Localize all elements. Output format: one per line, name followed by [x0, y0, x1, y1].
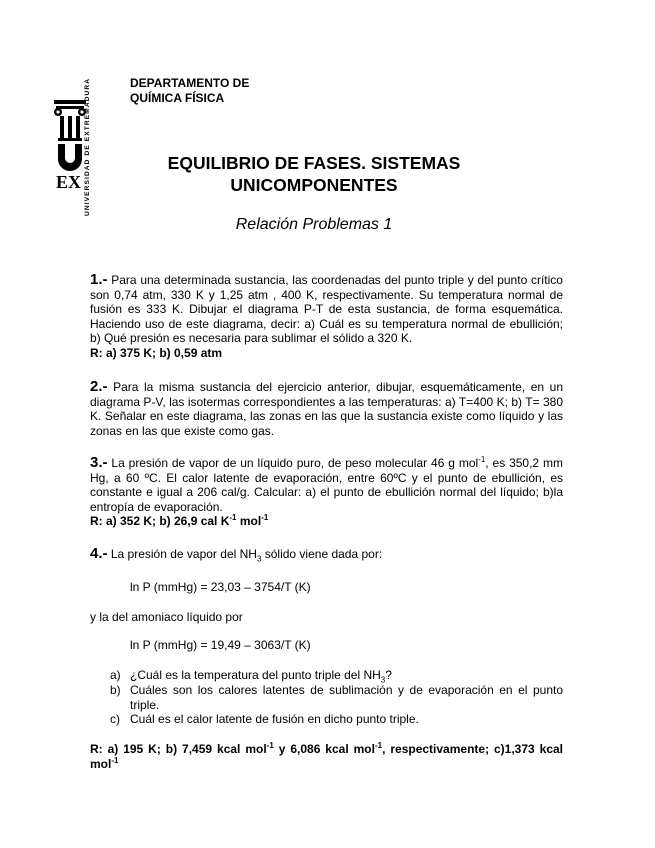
- department-heading: [130, 76, 249, 106]
- item-a-text-a: ¿Cuál es la temperatura del punto triple del NH: [130, 668, 381, 682]
- problem-4-answer-exp-3: -1: [111, 755, 119, 765]
- document-subtitle: Relación Problemas 1: [235, 216, 393, 233]
- item-c-text: Cuál es el calor latente de fusión en dicho punto triple.: [130, 712, 419, 726]
- problem-4-intro-a: La presión de vapor del NH: [110, 547, 257, 561]
- problem-3-answer-b: mol: [236, 514, 262, 529]
- title-line-2: UNICOMPONENTES: [230, 175, 398, 195]
- problem-4-intro: [90, 547, 563, 562]
- svg-text:EX: EX: [56, 172, 82, 192]
- problem-3-number: 3.-: [90, 454, 108, 471]
- problem-1: [90, 273, 563, 361]
- item-marker: b): [110, 683, 121, 697]
- title-line-1: EQUILIBRIO DE FASES. SISTEMAS: [167, 153, 461, 173]
- item-marker: a): [110, 668, 121, 682]
- problem-4-item-b: [110, 683, 563, 712]
- problem-4-number: 4.-: [90, 545, 108, 562]
- problem-4-answer-b: y 6,086 kcal mol: [273, 742, 375, 756]
- problem-1-number: 1.-: [90, 271, 108, 288]
- problem-2: [90, 380, 563, 438]
- item-marker: c): [110, 712, 120, 726]
- problem-3-answer-a: R: a) 352 K; b) 26,9 cal K: [90, 514, 230, 529]
- problem-4-mid-text: y la del amoniaco líquido por: [90, 610, 243, 624]
- problem-2-number: 2.-: [90, 378, 108, 395]
- university-name: UNIVERSIDAD DE EXTREMADURA: [84, 77, 91, 216]
- department-line-1: DEPARTAMENTO DE: [130, 76, 250, 90]
- problem-4-item-a: [110, 668, 563, 683]
- problem-2-text: Para la misma sustancia del ejercicio anterior, dibujar, esquemáticamente, en un diagrama P-V, las isotermas correspondientes a las temperaturas: a) T=400 K; b) T= 380 K. Señalar en este diagrama, las zonas en las que la sustancia existe como líquido y las zonas en las que existe como gas.: [90, 380, 563, 438]
- problem-4-answer: [90, 742, 563, 771]
- problem-4-intro-sub: 3: [256, 554, 262, 564]
- problem-3-exponent: -1: [478, 455, 486, 464]
- problem-4-answer-exp-1: -1: [266, 741, 274, 750]
- university-logo: [52, 66, 104, 216]
- item-a-text-b: ?: [385, 668, 392, 682]
- department-line-2: QUÍMICA FÍSICA: [130, 91, 225, 105]
- problem-4-item-c: [110, 712, 563, 727]
- equation-liquid: ln P (mmHg) = 19,49 – 3063/T (K): [130, 638, 311, 652]
- problem-4-answer-exp-2: -1: [374, 741, 383, 750]
- problem-3-text-a: La presión de vapor de un líquido puro, de peso molecular 46 g mol: [111, 456, 479, 470]
- problem-3-answer-exp-2: -1: [261, 513, 269, 523]
- item-b-text: Cuáles son los calores latentes de sublimación y de evaporación en el punto triple.: [130, 683, 563, 712]
- document-title: [120, 152, 508, 196]
- problem-3-text-b: , es 350,2 mm Hg, a 60 ºC. El calor latente de evaporación, entre 60ºC y el punto de ebullición, es constante e igual a 206 cal/g. Calcular: a) el punto de ebullición normal del líquido; b)la entropía de evaporación.: [90, 456, 563, 514]
- equation-solid: ln P (mmHg) = 23,03 – 3754/T (K): [130, 580, 311, 594]
- problem-3: [90, 456, 563, 529]
- problem-1-answer: R: a) 375 K; b) 0,59 atm: [90, 345, 223, 360]
- problem-4-answer-a: R: a) 195 K; b) 7,459 kcal mol: [90, 742, 267, 756]
- problem-3-answer: [90, 514, 268, 528]
- item-a-sub: 3: [380, 675, 386, 685]
- problem-4-answer-c: , respectivamente; c)1,373 kcal mol: [90, 742, 564, 771]
- problem-3-answer-exp-1: -1: [229, 513, 237, 523]
- problem-1-text: Para una determinada sustancia, las coordenadas del punto triple y del punto crítico son 0,74 atm, 330 K y 1,25 atm , 400 K, respectivamente. Su temperatura normal de fusión es 333 K. Dibujar el diagrama P-T de esta sustancia, de forma esquemática. Haciendo uso de este diagrama, decir: a) Cuál es su temperatura normal de ebullición; b) Qué presión es necesaria para sublimar el sólido a 320 K.: [90, 273, 563, 346]
- problem-4-intro-b: sólido viene dada por:: [261, 547, 383, 561]
